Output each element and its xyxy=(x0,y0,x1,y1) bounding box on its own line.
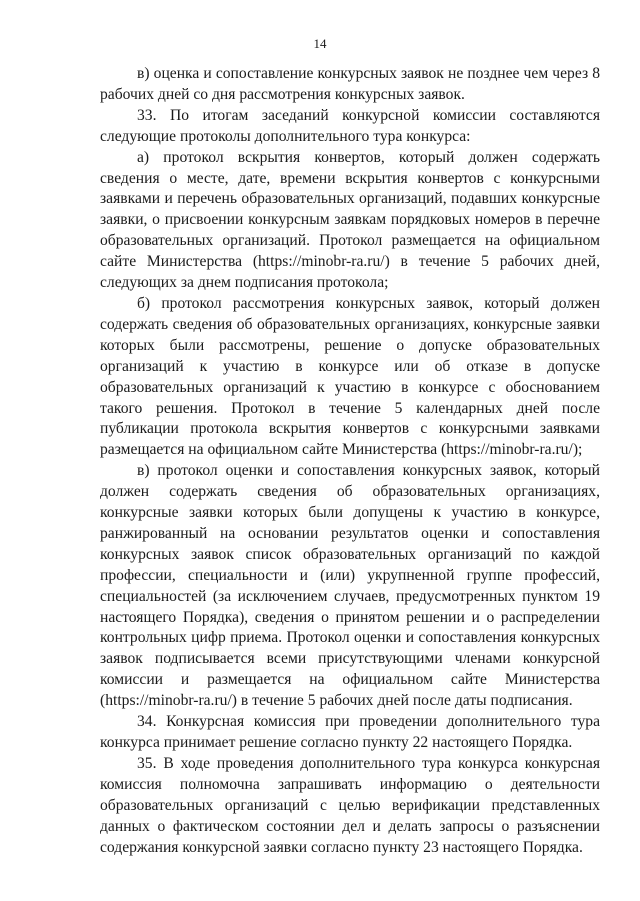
document-body xyxy=(100,64,600,858)
paragraph-v-evaluation-protocol: в) протокол оценки и сопоставления конкурсных заявок, который должен содержать сведения об образовательных организациях, конкурсные заявки которых были допущены к участию в конкурсе, ранжированный на основании результатов оценки и сопоставления конкурсных заявок список образовательных организаций по каждой профессии, специальности и (или) укрупненной группе профессий, специальностей (за исключением случаев, предусмотренных пунктом 19 настоящего Порядка), сведения о принятом решении и о распределении контрольных цифр приема. Протокол оценки и сопоставления конкурсных заявок подписывается всеми присутствующими членами конкурсной комиссии и размещается на официальном сайте Министерства (https://minobr-ra.ru/) в течение 5 рабочих дней после даты подписания. xyxy=(100,462,600,710)
paragraph-b-review-protocol: б) протокол рассмотрения конкурсных заявок, который должен содержать сведения об образовательных организациях, конкурсные заявки которых были рассмотрены, решение о допуске образовательных организаций к участию в конкурсе или об отказе в допуске образовательных организаций к участию в конкурсе с обоснованием такого решения. Протокол в течение 5 календарных дней после публикации протокола вскрытия конвертов с конкурсными заявками размещается на официальном сайте Министерства (https://minobr-ra.ru/); xyxy=(100,294,600,459)
paragraph-33-protocols: 33. По итогам заседаний конкурсной комиссии составляются следующие протоколы дополнительного тура конкурса: xyxy=(100,106,600,145)
paragraph-a-opening-protocol: а) протокол вскрытия конвертов, который должен содержать сведения о месте, дате, времени вскрытия конвертов с конкурсными заявками и перечень образовательных организаций, подавших конкурсные заявки, о присвоении конкурсным заявкам порядковых номеров в перечне образовательных организаций. Протокол размещается на официальном сайте Министерства (https://minobr-ra.ru/) в течение 5 рабочих дней, следующих за днем подписания протокола; xyxy=(100,148,600,292)
paragraph-35-information-requests: 35. В ходе проведения дополнительного тура конкурса конкурсная комиссия полномочна запрашивать информацию о деятельности образовательных организаций с целью верификации представленных данных о фактическом состоянии дел и делать запросы о разъяснении содержания конкурсной заявки согласно пункту 23 настоящего Порядка. xyxy=(100,754,600,856)
paragraph-item-v-evaluation-deadline: в) оценка и сопоставление конкурсных заявок не позднее чем через 8 рабочих дней со дня рассмотрения конкурсных заявок. xyxy=(100,65,600,103)
page-number: 14 xyxy=(313,36,327,51)
paragraph-34-decision: 34. Конкурсная комиссия при проведении дополнительного тура конкурса принимает решение согласно пункту 22 настоящего Порядка. xyxy=(100,713,600,751)
